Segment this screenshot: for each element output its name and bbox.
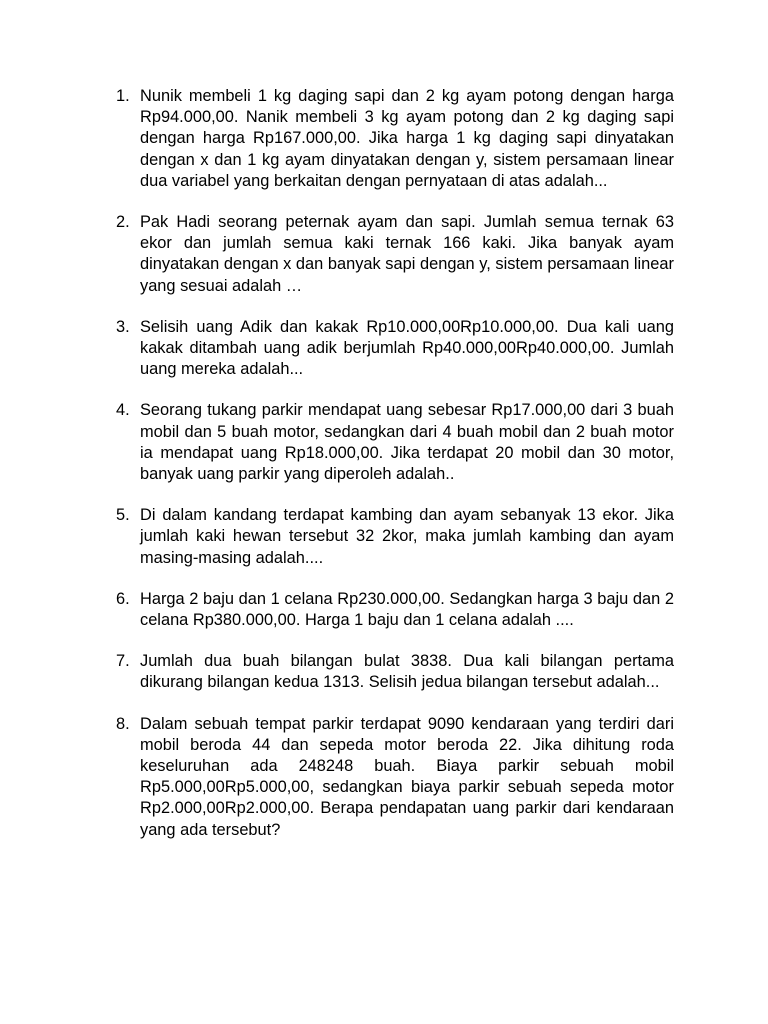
question-number: 1.	[116, 87, 130, 105]
question-number: 3.	[116, 317, 130, 336]
question-item-2	[106, 212, 674, 297]
question-item-5	[106, 505, 674, 569]
question-item-1	[106, 86, 674, 192]
question-text: Harga 2 baju dan 1 celana Rp230.000,00. Sedangkan harga 3 baju dan 2 celana Rp380.000,00. Harga 1 baju dan 1 celana adalah ....	[140, 589, 674, 630]
question-text: Pak Hadi seorang peternak ayam dan sapi. Jumlah semua ternak 63 ekor dan jumlah semua kaki ternak 166 kaki. Jika banyak ayam dinyatakan dengan x dan banyak sapi dengan y, sistem persamaan linear yang sesuai adalah …	[140, 213, 674, 295]
question-item-3	[106, 317, 674, 381]
question-text: Di dalam kandang terdapat kambing dan ayam sebanyak 13 ekor. Jika jumlah kaki hewan tersebut 32 2kor, maka jumlah kambing dan ayam masing-masing adalah....	[140, 506, 674, 567]
question-text: Nunik membeli 1 kg daging sapi dan 2 kg ayam potong dengan harga Rp94.000,00. Nanik membeli 3 kg ayam potong dan 2 kg daging sapi dengan harga Rp167.000,00. Jika harga 1 kg daging sapi dinyatakan dengan x dan 1 kg ayam dinyatakan dengan y, sistem persamaan linear dua variabel yang berkaitan dengan pernyataan di atas adalah...	[140, 87, 674, 190]
question-text: Jumlah dua buah bilangan bulat 3838. Dua kali bilangan pertama dikurang bilangan kedua 1313. Selisih jedua bilangan tersebut adalah...	[140, 652, 674, 692]
question-item-7	[106, 651, 674, 693]
question-text: Selisih uang Adik dan kakak Rp10.000,00Rp10.000,00. Dua kali uang kakak ditambah uang adik berjumlah Rp40.000,00Rp40.000,00. Jumlah uang mereka adalah...	[140, 317, 674, 379]
question-number: 7.	[116, 652, 130, 671]
question-item-8	[106, 714, 674, 841]
question-item-6	[106, 589, 674, 631]
question-text: Seorang tukang parkir mendapat uang sebesar Rp17.000,00 dari 3 buah mobil dan 5 buah motor, sedangkan dari 4 buah mobil dan 2 buah motor ia mendapat uang Rp18.000,00. Jika terdapat 20 mobil dan 30 motor, banyak uang parkir yang diperoleh adalah..	[140, 401, 674, 484]
question-number: 5.	[116, 506, 130, 525]
question-text: Dalam sebuah tempat parkir terdapat 9090 kendaraan yang terdiri dari mobil beroda 44 dan sepeda motor beroda 22. Jika dihitung roda keseluruhan ada 248248 buah. Biaya parkir sebuah mobil Rp5.000,00Rp5.000,00, sedangkan biaya parkir sebuah sepeda motor Rp2.000,00Rp2.000,00. Berapa pendapatan uang parkir dari kendaraan yang ada tersebut?	[140, 714, 674, 839]
question-list	[106, 86, 674, 861]
question-number: 6.	[116, 589, 130, 608]
question-item-4	[106, 400, 674, 485]
question-number: 8.	[116, 714, 130, 733]
question-number: 2.	[116, 213, 130, 232]
question-number: 4.	[116, 401, 130, 420]
